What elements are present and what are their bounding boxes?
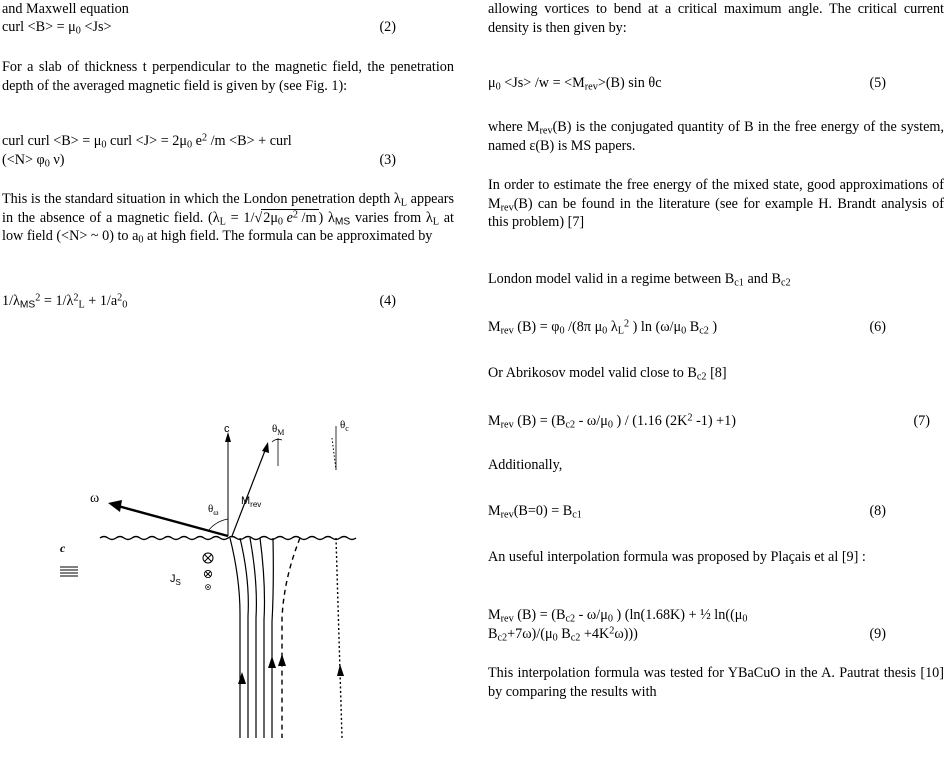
paragraph-free-energy: In order to estimate the free energy of the mixed state, good approximations of $M_{rev}(B)$ can be found in the literature (see for example H. Brandt analysis of this problem) [7]	[488, 177, 944, 230]
equation-number: (3)	[379, 151, 396, 168]
equation-number: (2)	[379, 19, 396, 35]
equation-8: $M_{rev}(B=0) = B_{c1}$ (8)	[488, 502, 944, 521]
equation-5: $\mu_0 <Js> /w = <M_{rev}>(B)$ sin θc (5)	[488, 74, 944, 93]
label-c-symbol: c	[60, 541, 66, 555]
equation-number: (8)	[869, 503, 886, 519]
paragraph-mrev: where $M_{rev}(B)$ is the conjugated quantity of B in the free energy of the system, named ε(B) is MS papers.	[488, 119, 944, 154]
critical-vortex-line	[336, 538, 342, 738]
paragraph-pautrat: This interpolation formula was tested for YBaCuO in the A. Pautrat thesis [10] by comparing the results with	[488, 665, 944, 700]
equation-2: curl $<B> = \mu_0 <Js>$ (2)	[2, 18, 454, 37]
paragraph-london: This is the standard situation in which the London penetration depth $\lambda_L$ appears in the absence of a magnetic field. ($\lambda_L = 1/√2\mu_0$ $e^2$ /m ) $\lambda_{MS}$ varies from $\lambda_L$ at low field (<N> ~ 0) to $a_0$ at high field. The formula can be approximated by	[2, 191, 454, 246]
dashed-vortex-line	[282, 538, 300, 738]
vortex-figure	[60, 418, 420, 758]
equation-6: $M_{rev}$ $(B) = \varphi_0$ /(8π $\mu_0$ $\lambda_L^2$ ) $\ln (\omega/\mu_0$ $B_{c2}$ ) (6)	[488, 318, 944, 337]
equation-number: (5)	[869, 75, 886, 91]
equation-number: (6)	[869, 319, 886, 335]
equation-number: (9)	[869, 625, 886, 642]
theta-m-arc	[272, 439, 282, 442]
equation-3: curl curl $<B> = \mu_0$ curl $<J> = 2\mu_0$ $e^2$ /m <B> + curl ($<N> \varphi_0$ ν) (3)	[2, 132, 454, 169]
label-theta-omega: $\theta_\omega$	[208, 503, 219, 517]
paragraph-london-model: London model valid in a regime between $B_{c1}$ and $B_{c2}$	[488, 271, 791, 289]
paragraph-penetration: For a slab of thickness t perpendicular to the magnetic field, the penetration depth of the averaged magnetic field is given by (see Fig. 1):	[2, 59, 454, 94]
vortex-line	[272, 538, 273, 738]
theta-omega-arc	[208, 519, 228, 531]
label-c-axis: c	[224, 423, 230, 435]
equation-9: $M_{rev}$ $(B) = (B_{c2} - \omega/\mu_0$ ) (ln(1.68K) + ½ $\ln((\mu_0$ $B_{c2}+7\omega)/(\mu_0$ $B_{c2} +4K^2\omega$))) (9)	[488, 606, 944, 643]
vortex-line	[250, 538, 256, 738]
vortex-line	[260, 538, 265, 738]
label-js: $J_S$	[170, 573, 181, 587]
equation-number: (7)	[913, 413, 930, 429]
equation-4: $1/\lambda_{MS}^2 = 1/\lambda^2_L + 1/a^2_0$ (4)	[2, 292, 454, 311]
equation-number: (4)	[379, 293, 396, 309]
paragraph-abrikosov: Or Abrikosov model valid close to $B_{c2}$ [8]	[488, 365, 727, 383]
critical-vortex-arrowhead	[337, 664, 344, 676]
paragraph-interpolation: An useful interpolation formula was proposed by Plaçais et al [9] :	[488, 549, 866, 565]
label-omega: ω	[90, 491, 100, 506]
omega-arrowhead	[108, 500, 122, 512]
label-theta-c: $\theta_c$	[340, 419, 349, 433]
vortex-line	[230, 538, 240, 738]
vortex-arrowhead	[268, 656, 276, 668]
label-theta-m: $\theta_M$	[272, 423, 285, 437]
theta-c-dotted	[332, 438, 336, 470]
surface-line	[100, 537, 356, 540]
label-m-rev: $M_{rev}$	[241, 495, 262, 509]
intro-line: and Maxwell equation	[2, 1, 129, 17]
equation-7: $M_{rev}$ $(B) = (B_{c2} - \omega/\mu_0$ ) / (1.16 ($2K^2$ -1) +1) (7)	[488, 412, 944, 431]
vortex-line	[240, 538, 248, 738]
mrev-arrowhead	[262, 442, 269, 453]
vortex-arrowhead	[238, 672, 246, 684]
paragraph-critical: allowing vortices to bend at a critical maximum angle. The critical current density is then given by:	[488, 1, 944, 36]
dashed-vortex-arrowhead	[278, 654, 286, 666]
paragraph-additionally: Additionally,	[488, 457, 563, 473]
mrev-arrow	[232, 448, 266, 536]
